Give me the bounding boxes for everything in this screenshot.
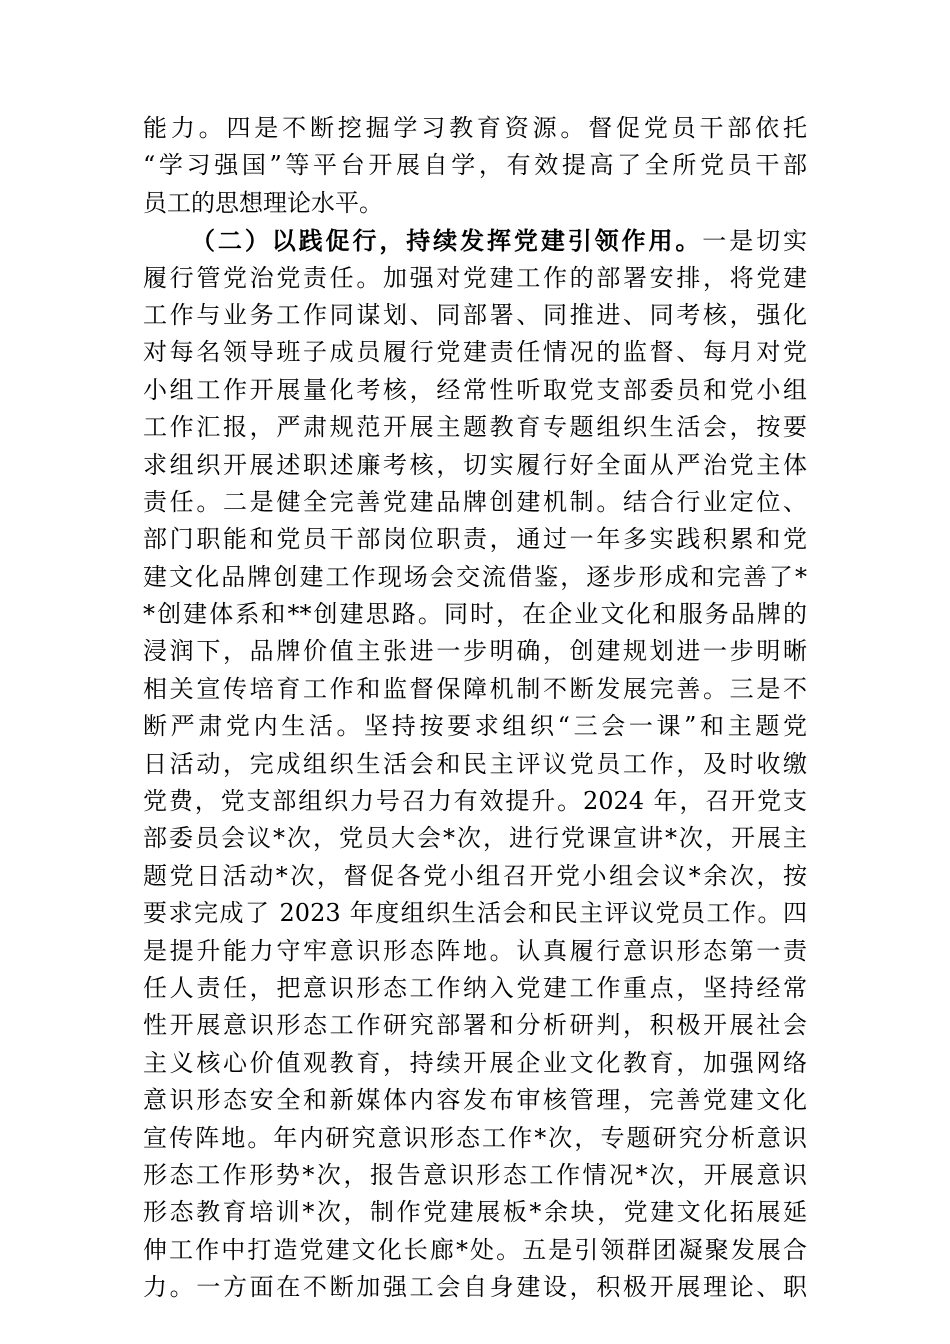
text-line: 责任。二是健全完善党建品牌创建机制。结合行业定位、 <box>143 487 807 516</box>
text-line: 部门职能和党员干部岗位职责，通过一年多实践积累和党 <box>143 525 807 554</box>
text-line: 相关宣传培育工作和监督保障机制不断发展完善。三是不 <box>143 674 807 703</box>
text-line: 断严肃党内生活。坚持按要求组织“三会一课”和主题党 <box>143 712 807 741</box>
text-line: 工作与业务工作同谋划、同部署、同推进、同考核，强化 <box>143 300 807 329</box>
text-line: 员工的思想理论水平。 <box>143 188 383 217</box>
text-line: 浸润下，品牌价值主张进一步明确，创建规划进一步明晰 <box>143 637 807 666</box>
text-line: 性开展意识形态工作研究部署和分析研判，积极开展社会 <box>143 1011 807 1040</box>
text-line: 是提升能力守牢意识形态阵地。认真履行意识形态第一责 <box>143 936 807 965</box>
text-line: 要求完成了 2023 年度组织生活会和民主评议党员工作。四 <box>143 899 807 928</box>
text-line: 形态工作形势*次，报告意识形态工作情况*次，开展意识 <box>143 1160 807 1189</box>
text-fragment: 一是切实 <box>702 227 808 256</box>
text-line: 任人责任，把意识形态工作纳入党建工作重点，坚持经常 <box>143 973 807 1002</box>
text-line: 形态教育培训*次，制作党建展板*余块，党建文化拓展延 <box>143 1198 807 1227</box>
body-text <box>143 110 807 1307</box>
text-line: 题党日活动*次，督促各党小组召开党小组会议*余次，按 <box>143 861 807 890</box>
text-line: 求组织开展述职述廉考核，切实履行好全面从严治党主体 <box>143 450 807 479</box>
text-line: 日活动，完成组织生活会和民主评议党员工作，及时收缴 <box>143 749 807 778</box>
text-line: “学习强国”等平台开展自学，有效提高了全所党员干部 <box>143 151 807 180</box>
text-line <box>143 222 807 259</box>
text-line: 建文化品牌创建工作现场会交流借鉴，逐步形成和完善了* <box>143 562 807 591</box>
section-heading: （二）以践促行，持续发挥党建引领作用。 <box>191 226 703 256</box>
text-line: 履行管党治党责任。加强对党建工作的部署安排，将党建 <box>143 263 807 292</box>
text-line: 意识形态安全和新媒体内容发布审核管理，完善党建文化 <box>143 1086 807 1115</box>
text-line: 主义核心价值观教育，持续开展企业文化教育，加强网络 <box>143 1048 807 1077</box>
text-line: 工作汇报，严肃规范开展主题教育专题组织生活会，按要 <box>143 413 807 442</box>
text-line: 宣传阵地。年内研究意识形态工作*次，专题研究分析意识 <box>143 1123 807 1152</box>
text-line: *创建体系和**创建思路。同时，在企业文化和服务品牌的 <box>143 600 807 629</box>
text-line: 对每名领导班子成员履行党建责任情况的监督、每月对党 <box>143 338 807 367</box>
text-line: 能力。四是不断挖掘学习教育资源。督促党员干部依托 <box>143 114 807 142</box>
text-line: 伸工作中打造党建文化长廊*处。五是引领群团凝聚发展合 <box>143 1235 807 1264</box>
text-line: 力。一方面在不断加强工会自身建设，积极开展理论、职 <box>143 1273 807 1302</box>
text-line: 党费，党支部组织力号召力有效提升。2024 年，召开党支 <box>143 787 807 816</box>
text-line: 小组工作开展量化考核，经常性听取党支部委员和党小组 <box>143 375 807 404</box>
text-line: 部委员会议*次，党员大会*次，进行党课宣讲*次，开展主 <box>143 824 807 853</box>
